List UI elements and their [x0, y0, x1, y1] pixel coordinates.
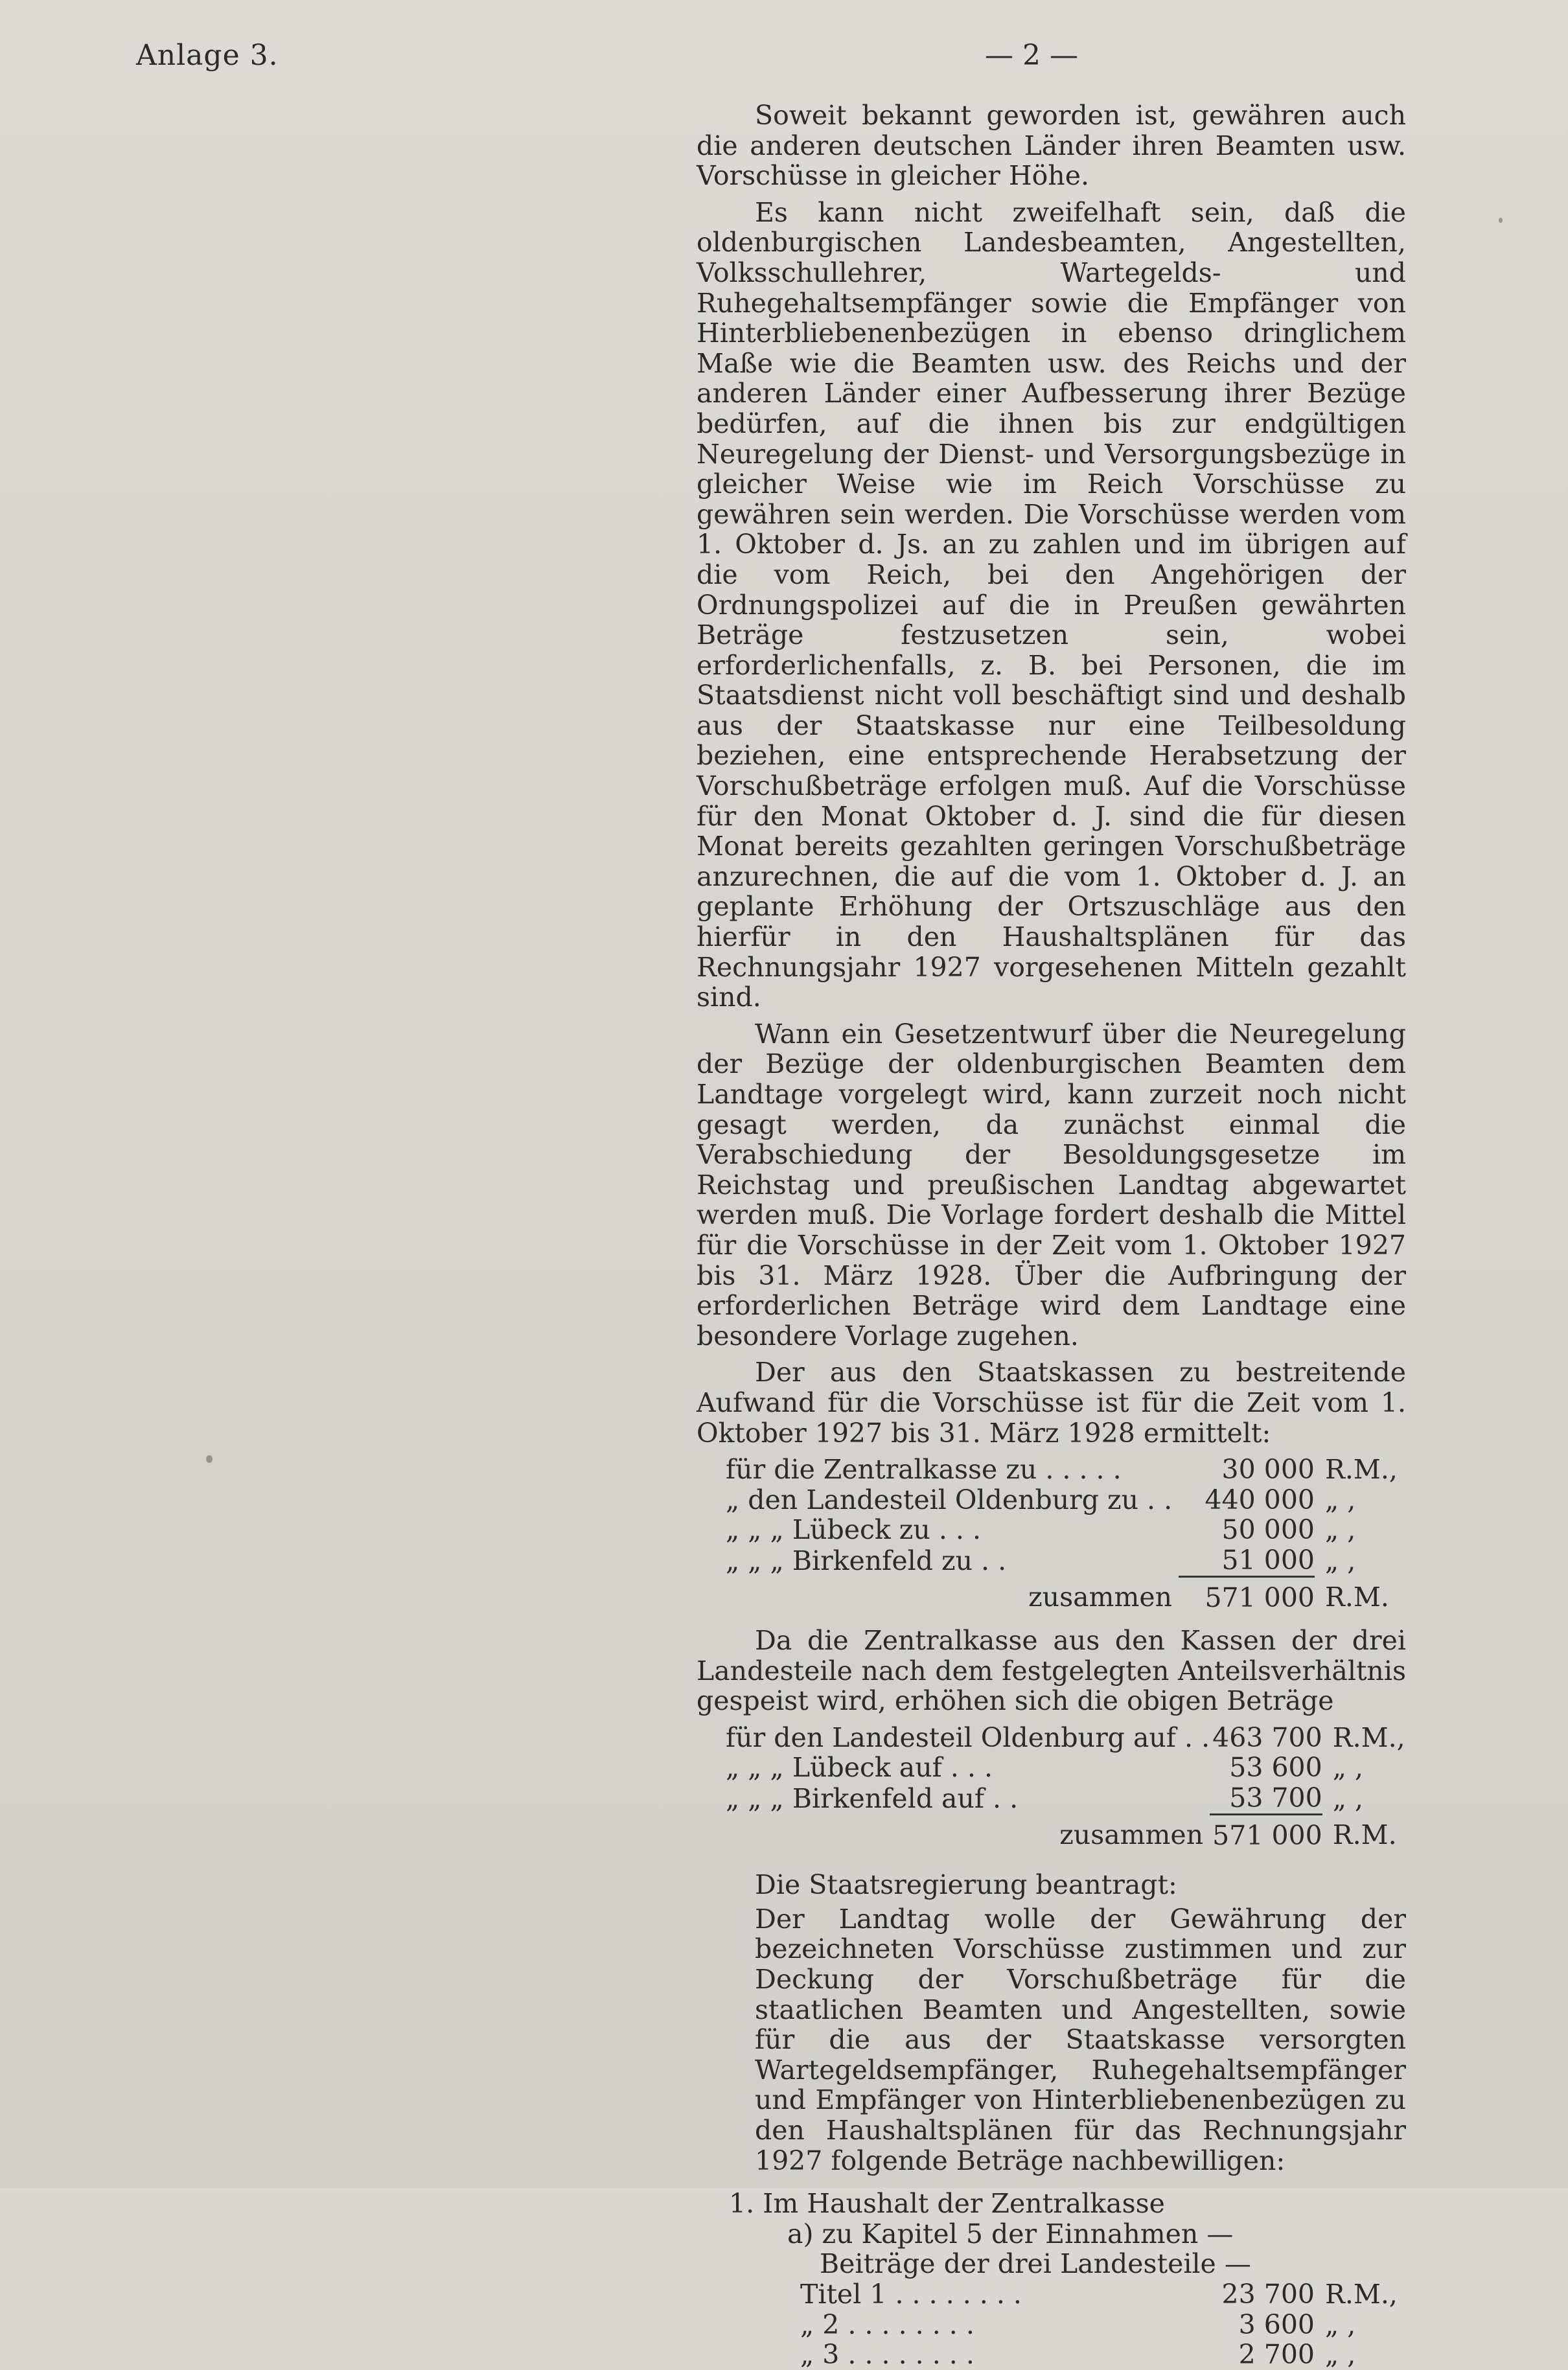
table-total-row: zusammen 571 000 R.M. — [1059, 1819, 1397, 1851]
paper-speck — [1499, 218, 1503, 223]
table-row: „ 2 . . . . . . . . 3 600 „ , — [800, 2308, 1356, 2340]
paragraph-4: Der aus den Staatskassen zu bestreitende Aufwand für die Vorschüsse ist für die Zeit vom 1. Oktober 1927 bis 31. März 1928 ermittelt: — [697, 1357, 1406, 1449]
table-total-row: zusammen 571 000 R.M. — [1028, 1581, 1389, 1613]
annex-label: Anlage 3. — [136, 39, 279, 72]
table-row: „ 3 . . . . . . . . 2 700 „ , — [800, 2339, 1356, 2370]
table-row: Titel 1 . . . . . . . . 23 700 R.M., — [800, 2278, 1398, 2310]
paragraph-1: Soweit bekannt geworden ist, gewähren auch die anderen deutschen Länder ihren Beamten usw. Vorschüsse in gleicher Höhe. — [697, 100, 1406, 192]
paragraph-3: Wann ein Gesetzentwurf über die Neuregelung der Bezüge der oldenburgischen Beamten dem Landtage vorgelegt wird, kann zurzeit noch nicht gesagt werden, da zunächst einmal die Verabschiedung der Besoldungsgesetze im Reichstag und preußischen Landtag abgewartet werden muß. Die Vorlage fordert deshalb die Mittel für die Vorschüsse in der Zeit vom 1. Oktober 1927 bis 31. März 1928. Über die Aufbringung der erforderlichen Beträge wird dem Landtage eine besondere Vorlage zugehen. — [697, 1018, 1406, 1352]
motion-intro: Die Staatsregierung beantragt: — [755, 1869, 1177, 1901]
table-row: „ „ „ Birkenfeld auf . . 53 700 „ , — [726, 1782, 1364, 1814]
table-row: „ den Landesteil Oldenburg zu . . 440 000 „ , — [726, 1484, 1356, 1515]
list-item: a) zu Kapitel 5 der Einnahmen — — [787, 2218, 1234, 2249]
text-column — [697, 100, 1406, 2370]
appropriation-list — [697, 2189, 1406, 2279]
paragraph-5: Da die Zentralkasse aus den Kassen der drei Landesteile nach dem festgelegten Anteilsverhältnis gespeist wird, erhöhen sich die obigen Beträge — [697, 1625, 1406, 1717]
page-number: — 2 — — [985, 39, 1078, 72]
cost-table — [697, 1455, 1406, 1613]
table-row: „ „ „ Lübeck auf . . . 53 600 „ , — [726, 1752, 1364, 1784]
table-row: für den Landesteil Oldenburg auf . . 463 700 R.M., — [726, 1721, 1405, 1753]
table-row: „ „ „ Birkenfeld zu . . 51 000 „ , — [726, 1544, 1356, 1576]
paper-speck — [206, 1455, 213, 1463]
allocation-table — [697, 1723, 1406, 1850]
table-row: „ „ „ Lübeck zu . . . 50 000 „ , — [726, 1514, 1356, 1546]
paragraph-2: Es kann nicht zweifelhaft sein, daß die oldenburgischen Landesbeamten, Angestellten, Volksschullehrer, Wartegelds- und Ruhegehaltsempfänger sowie die Empfänger von Hinterbliebenenbezügen in ebenso dringlichem Maße wie die Beamten usw. des Reichs und der anderen Länder einer Aufbesserung ihrer Bezüge bedürfen, auf die ihnen bis zur endgültigen Neuregelung der Dienst- und Versorgungsbezüge in gleicher Weise wie im Reich Vorschüsse zu gewähren sein werden. Die Vorschüsse werden vom 1. Oktober d. Js. an zu zahlen und im übrigen auf die vom Reich, bei den Angehörigen der Ordnungspolizei auf die in Preußen gewährten Beträge festzusetzen sein, wobei erforderlichenfalls, z. B. bei Personen, die im Staatsdienst nicht voll beschäftigt sind und deshalb aus der Staatskasse nur eine Teilbesoldung beziehen, eine entsprechende Herabsetzung der Vorschußbeträge erfolgen muß. Auf die Vorschüsse für den Monat Oktober d. J. sind die für diesen Monat bereits gezahlten geringen Vorschußbeträge anzurechnen, die auf die vom 1. Oktober d. J. an geplante Erhöhung der Ortszuschläge aus den hierfür in den Haushaltsplänen für das Rechnungsjahr 1927 vorgesehenen Mitteln gezahlt sind. — [697, 196, 1406, 1013]
motion-text: Der Landtag wolle der Gewährung der bezeichneten Vorschüsse zustimmen und zur Deckung der Vorschußbeträge für die staatlichen Beamten und Angestellten, sowie für die aus der Staatskasse versorgten Wartegeldsempfänger, Ruhegehaltsempfänger und Empfänger von Hinterbliebenenbezügen zu den Haushaltsplänen für das Rechnungsjahr 1927 folgende Beträge nachbewilligen: — [755, 1903, 1406, 2176]
list-item: Beiträge der drei Landesteile — — [820, 2248, 1251, 2280]
list-item: 1. Im Haushalt der Zentralkasse — [729, 2188, 1165, 2220]
title-table — [697, 2279, 1406, 2370]
table-row: für die Zentralkasse zu . . . . . 30 000 R.M., — [726, 1454, 1398, 1486]
